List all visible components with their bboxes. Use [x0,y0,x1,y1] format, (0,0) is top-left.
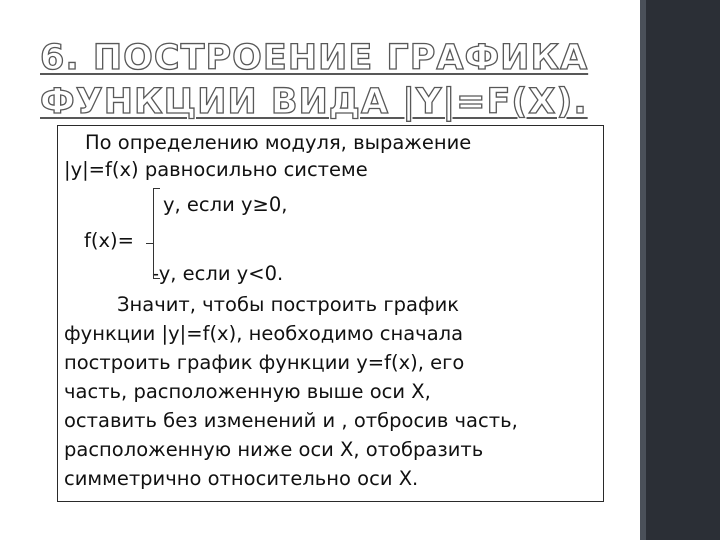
body-line-4: часть, расположенную выше оси X, [64,380,431,403]
body-line-3: построить график функции y=f(x), его [64,351,465,374]
definition-line-1: По определению модуля, выражение [85,131,472,154]
brace-tip [146,243,153,244]
right-sidebar-panel [640,0,720,540]
body-line-2: функции |y|=f(x), необходимо сначала [64,322,464,345]
slide-title [40,36,600,124]
sidebar-stripe [640,0,646,540]
title-line-1: 6. ПОСТРОЕНИЕ ГРАФИКА [40,38,589,78]
definition-line-2: |y|=f(x) равносильно системе [64,158,368,181]
function-label: f(x)= [84,229,134,252]
body-line-5: оставить без изменений и , отбросив часть, [64,409,518,432]
title-line-2: ФУНКЦИИ ВИДА |Y|=F(X). [40,82,588,122]
body-line-1: Значит, чтобы построить график [117,293,460,316]
case-positive: y, если y≥0, [163,193,288,216]
body-line-6: расположенную ниже оси X, отобразить [64,438,484,461]
brace-upper [153,188,160,245]
case-negative: -y, если y<0. [152,262,284,285]
brace-lower [153,244,160,279]
body-line-7: симметрично относительно оси X. [64,467,419,490]
